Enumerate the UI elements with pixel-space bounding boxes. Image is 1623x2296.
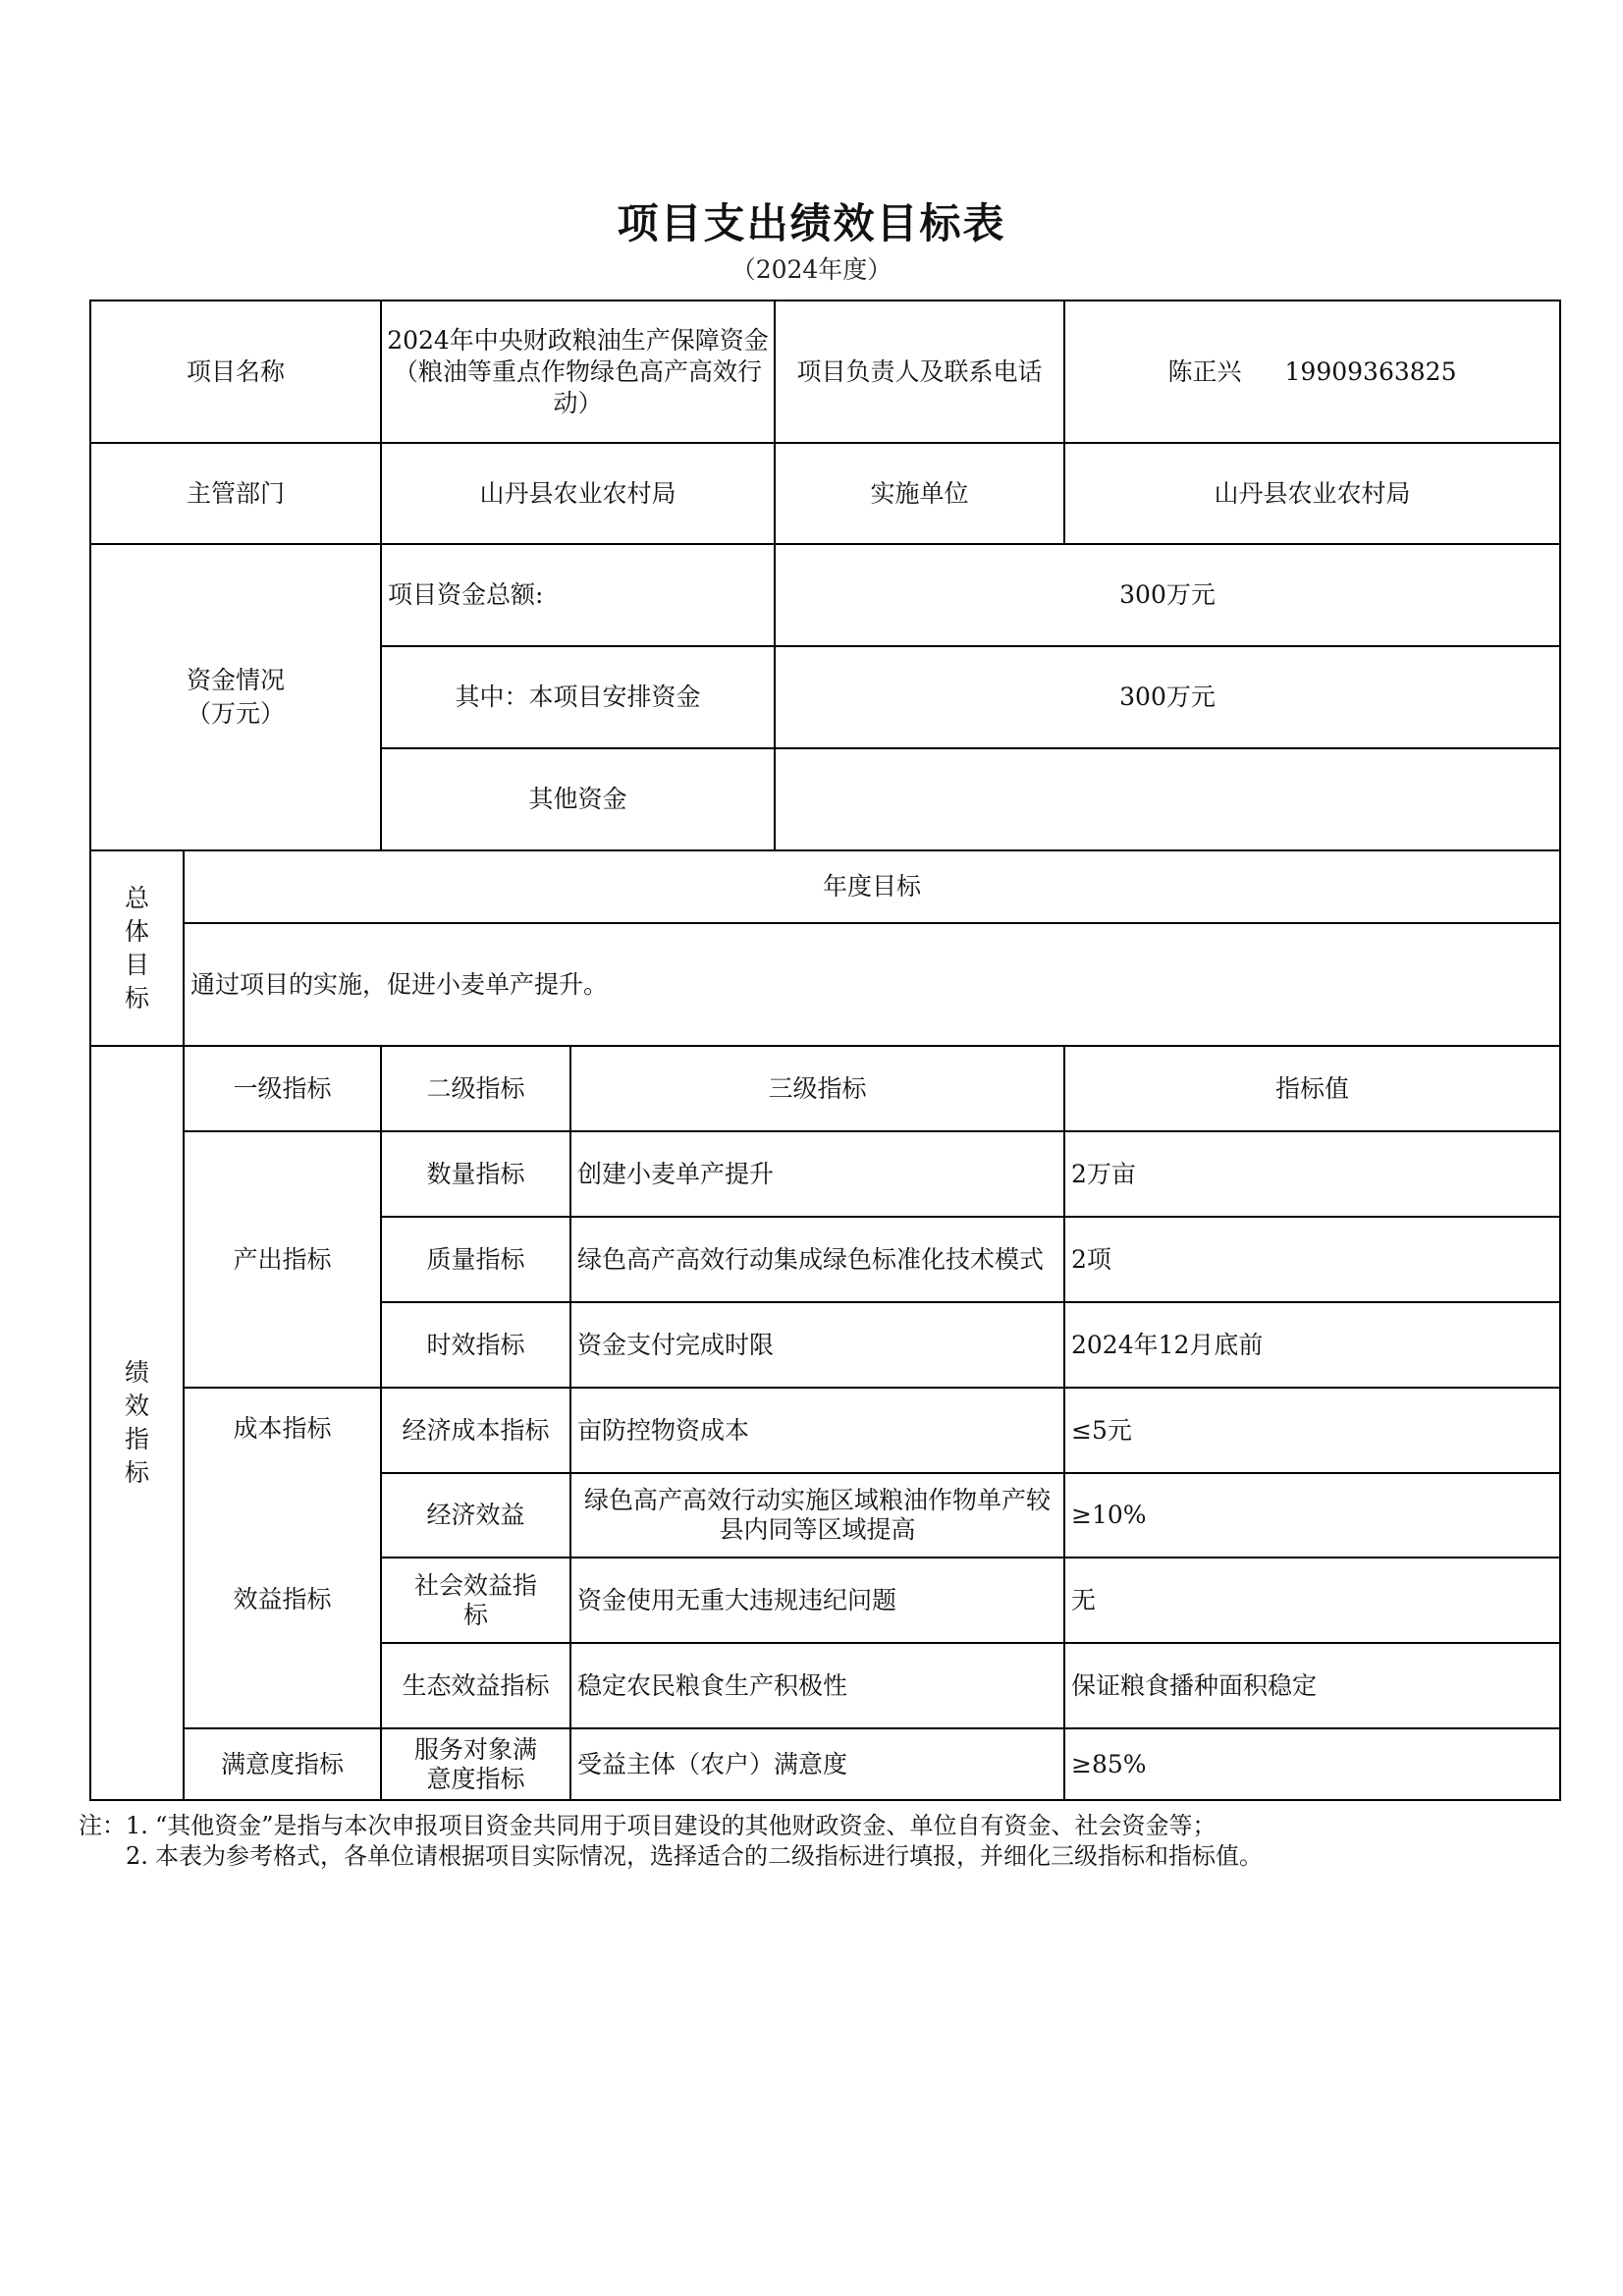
- column-header-level2: 二级指标: [380, 1045, 571, 1132]
- level2-cell: 生态效益指标: [380, 1642, 571, 1729]
- implementer-value: 山丹县农业农村局: [1063, 442, 1561, 545]
- implementer-label: 实施单位: [774, 442, 1065, 545]
- project-name-value: 2024年中央财政粮油生产保障资金（粮油等重点作物绿色高产高效行动）: [380, 300, 776, 444]
- note-text: 本表为参考格式，各单位请根据项目实际情况，选择适合的二级指标进行填报，并细化三级指标和指标值。: [155, 1842, 1263, 1870]
- funds-other-value: [774, 747, 1561, 851]
- page-title: 项目支出绩效目标表: [617, 199, 1006, 247]
- annual-goal-header: 年度目标: [183, 849, 1561, 924]
- level2-cell: 经济成本指标: [380, 1387, 571, 1474]
- project-name-label: 项目名称: [89, 300, 382, 444]
- indicator-value-cell: 2项: [1063, 1216, 1561, 1303]
- note-number: 2.: [126, 1842, 148, 1870]
- indicator-value-cell: 2万亩: [1063, 1130, 1561, 1218]
- annual-goal-content: 通过项目的实施，促进小麦单产提升。: [183, 922, 1561, 1047]
- level2-cell: 经济效益: [380, 1472, 571, 1558]
- level3-cell: 绿色高产高效行动实施区域粮油作物单产较县内同等区域提高: [569, 1472, 1065, 1558]
- level3-cell: 创建小麦单产提升: [569, 1130, 1065, 1218]
- performance-side-label: 绩 效 指 标: [89, 1045, 185, 1801]
- column-header-level3: 三级指标: [569, 1045, 1065, 1132]
- note-number: 1.: [126, 1812, 148, 1839]
- project-owner-value: [1063, 300, 1561, 444]
- level2-cell: 服务对象满意度指标: [380, 1727, 571, 1801]
- owner-phone: 19909363825: [1284, 356, 1457, 386]
- level1-benefit: 效益指标: [183, 1472, 382, 1729]
- funds-total-label: 项目资金总额:: [380, 543, 776, 647]
- level3-cell: 亩防控物资成本: [569, 1387, 1065, 1474]
- department-value: 山丹县农业农村局: [380, 442, 776, 545]
- column-header-value: 指标值: [1063, 1045, 1561, 1132]
- page-subtitle-year: （2024年度）: [730, 255, 893, 284]
- overall-goal-side-label: 总 体 目 标: [89, 849, 185, 1047]
- notes-section: [79, 1811, 1375, 1872]
- indicator-value-cell: 保证粮食播种面积稳定: [1063, 1642, 1561, 1729]
- level3-cell: 稳定农民粮食生产积极性: [569, 1642, 1065, 1729]
- level2-cell: 质量指标: [380, 1216, 571, 1303]
- column-header-level1: 一级指标: [183, 1045, 382, 1132]
- level3-cell: 资金支付完成时限: [569, 1301, 1065, 1389]
- department-label: 主管部门: [89, 442, 382, 545]
- level2-cell: 数量指标: [380, 1130, 571, 1218]
- indicator-value-cell: ≤5元: [1063, 1387, 1561, 1474]
- indicator-value-cell: 无: [1063, 1557, 1561, 1644]
- funds-other-label: 其他资金: [380, 747, 776, 851]
- funds-arranged-value: 300万元: [774, 645, 1561, 749]
- funds-total-value: 300万元: [774, 543, 1561, 647]
- level1-output: 产出指标: [183, 1130, 382, 1389]
- indicator-value-cell: 2024年12月底前: [1063, 1301, 1561, 1389]
- note-text: “其他资金”是指与本次申报项目资金共同用于项目建设的其他财政资金、单位自有资金、社会资金等；: [155, 1812, 1217, 1839]
- level3-cell: 资金使用无重大违规违纪问题: [569, 1557, 1065, 1644]
- level1-satisfaction: 满意度指标: [183, 1727, 382, 1801]
- level2-cell: 时效指标: [380, 1301, 571, 1389]
- level1-cost: 成本指标: [183, 1387, 382, 1474]
- level3-cell: 绿色高产高效行动集成绿色标准化技术模式: [569, 1216, 1065, 1303]
- indicator-value-cell: ≥85%: [1063, 1727, 1561, 1801]
- funds-label: 资金情况 （万元）: [89, 543, 382, 851]
- indicator-value-cell: ≥10%: [1063, 1472, 1561, 1558]
- owner-name: 陈正兴: [1167, 356, 1242, 386]
- project-owner-label: 项目负责人及联系电话: [774, 300, 1065, 444]
- funds-arranged-label: 其中：本项目安排资金: [380, 645, 776, 749]
- level3-cell: 受益主体（农户）满意度: [569, 1727, 1065, 1801]
- level2-cell: 社会效益指标: [380, 1557, 571, 1644]
- notes-prefix: 注：: [79, 1812, 126, 1839]
